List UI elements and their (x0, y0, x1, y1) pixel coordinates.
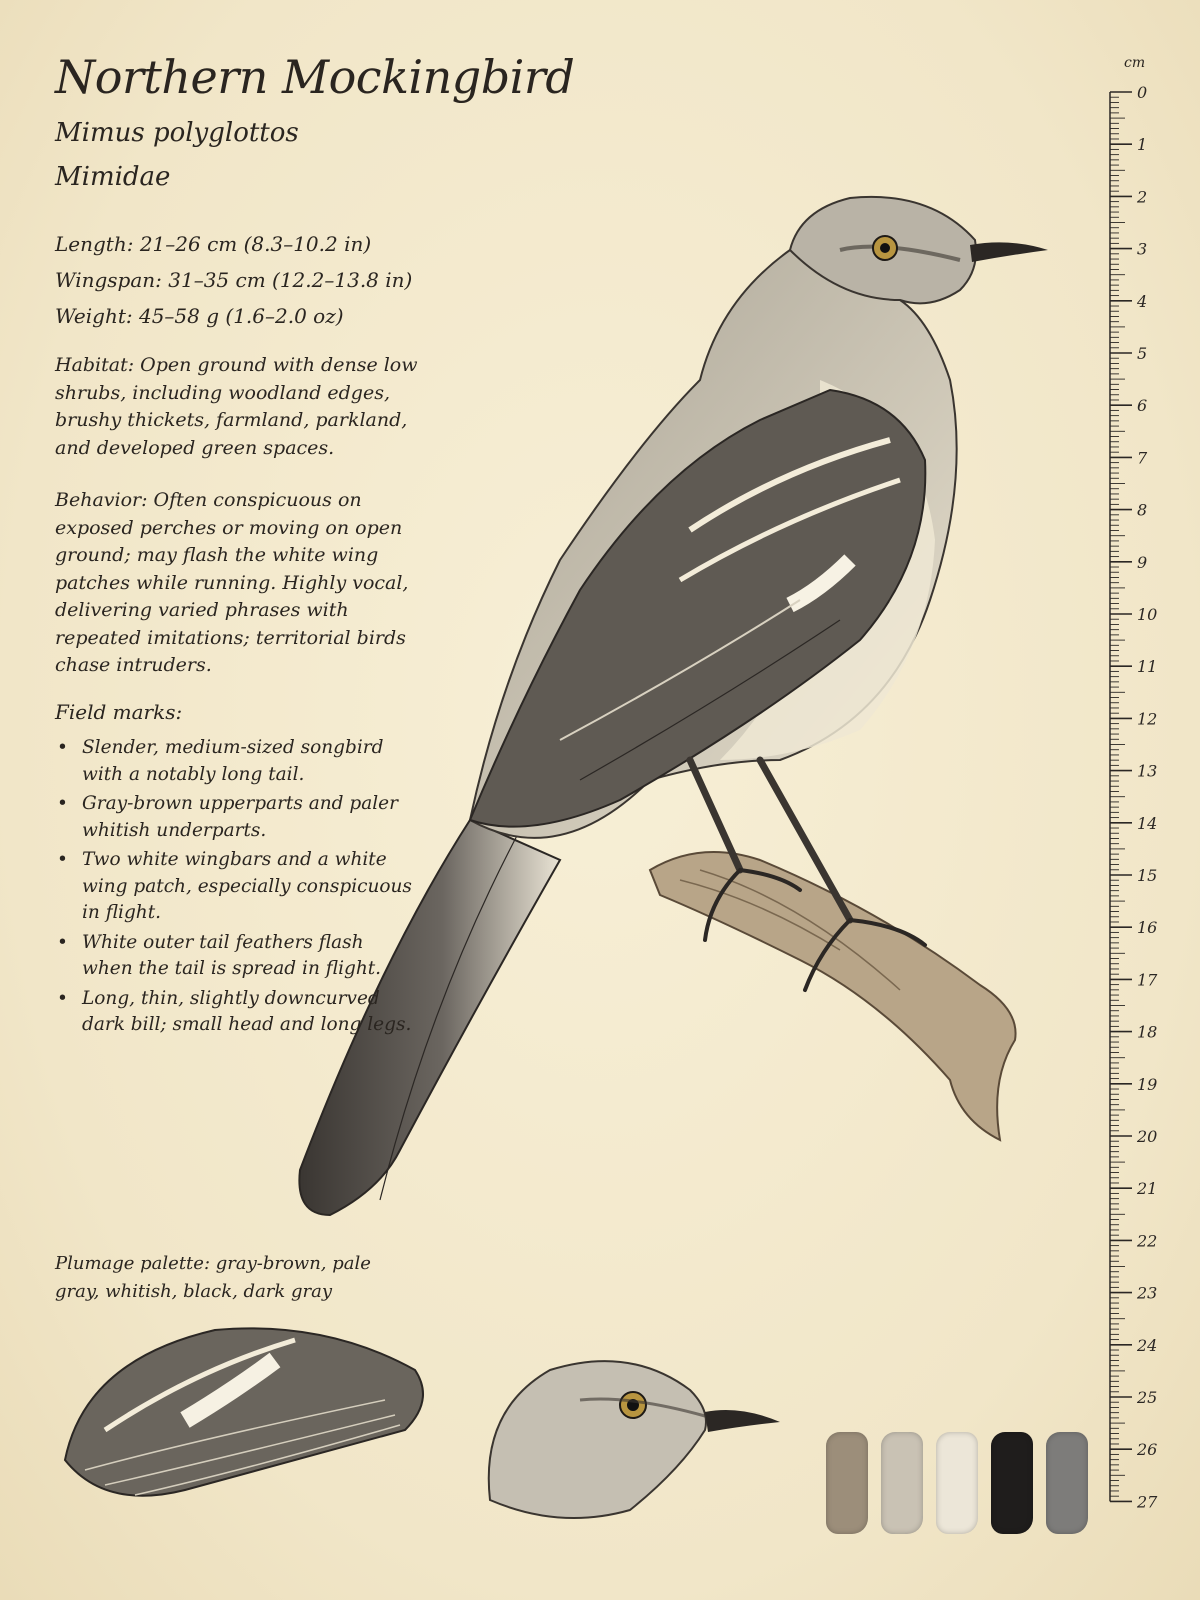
ruler-label: 12 (1137, 709, 1158, 729)
ruler-label: 0 (1137, 83, 1148, 102)
length-measurement: Length: 21–26 cm (8.3–10.2 in) (55, 232, 372, 256)
field-mark-item: • Long, thin, slightly downcurved dark bill; small head and long legs. (55, 986, 415, 1039)
ruler-label: 11 (1137, 657, 1158, 677)
ruler-label: 23 (1137, 1283, 1158, 1303)
ruler-label: 13 (1137, 761, 1158, 781)
swatch-black (991, 1432, 1033, 1534)
field-mark-item: • Two white wingbars and a white wing patch, especially conspicuous in flight. (55, 847, 415, 927)
field-mark-item: • White outer tail feathers flash when the tail is spread in flight. (55, 930, 415, 983)
head-sketch (480, 1350, 790, 1530)
bird-bill (970, 242, 1048, 262)
ruler-label: 4 (1137, 291, 1148, 311)
ruler-label: 27 (1137, 1492, 1158, 1512)
ruler-label: 24 (1137, 1335, 1158, 1355)
swatch-dark-gray (1046, 1432, 1088, 1534)
family-name: Mimidae (55, 162, 171, 192)
field-mark-item: • Gray-brown upperparts and paler whitish underparts. (55, 791, 415, 844)
cm-ruler (1100, 55, 1195, 1535)
ruler-label: 22 (1137, 1231, 1158, 1251)
ruler-label: 1 (1137, 135, 1148, 155)
ruler-label: 14 (1137, 813, 1158, 833)
ruler-label: 20 (1137, 1127, 1158, 1146)
wingspan-measurement: Wingspan: 31–35 cm (12.2–13.8 in) (55, 268, 413, 292)
scientific-name: Mimus polyglottos (55, 118, 299, 148)
field-mark-item: • Slender, medium-sized songbird with a notably long tail. (55, 735, 415, 788)
ruler-label: 25 (1137, 1388, 1158, 1407)
weight-measurement: Weight: 45–58 g (1.6–2.0 oz) (55, 304, 344, 328)
swatch-gray-brown (826, 1432, 868, 1534)
swatch-pale-gray (881, 1432, 923, 1534)
field-marks-heading: Field marks: (55, 700, 183, 724)
behavior-text: Behavior: Often conspicuous on exposed perches or moving on open ground; may flash the white wing patches while running. Highly vocal, delivering varied phrases with repeated imitations; territorial birds chase intruders. (55, 489, 409, 676)
ruler-label: 10 (1137, 605, 1158, 624)
ruler-label: 9 (1137, 552, 1148, 572)
ruler-label: 7 (1137, 448, 1148, 468)
swatch-whitish (936, 1432, 978, 1534)
ruler-label: 8 (1137, 500, 1148, 520)
habitat-text: Habitat: Open ground with dense low shrubs, including woodland edges, brushy thickets, farmland, parkland, and developed green spaces. (55, 354, 418, 459)
ruler-label: 16 (1137, 918, 1158, 938)
ruler-label: 3 (1137, 239, 1148, 259)
ruler-label: 21 (1137, 1179, 1158, 1199)
page-title: Northern Mockingbird (55, 50, 575, 104)
ruler-label: 2 (1137, 187, 1148, 207)
palette-swatches (826, 1432, 1091, 1544)
ruler-label: 26 (1137, 1440, 1158, 1460)
ruler-label: 17 (1137, 970, 1158, 990)
ruler-label: 18 (1137, 1022, 1158, 1042)
spread-wing-sketch (45, 1320, 445, 1520)
ruler-label: 6 (1137, 396, 1148, 416)
ruler-label: 15 (1137, 866, 1158, 885)
palette-note: Plumage palette: gray-brown, pale gray, whitish, black, dark gray (55, 1253, 371, 1302)
ruler-label: 19 (1137, 1074, 1158, 1094)
ruler-label: 5 (1137, 344, 1148, 363)
field-marks-list (55, 735, 415, 1042)
ruler-unit: cm (1124, 55, 1146, 71)
